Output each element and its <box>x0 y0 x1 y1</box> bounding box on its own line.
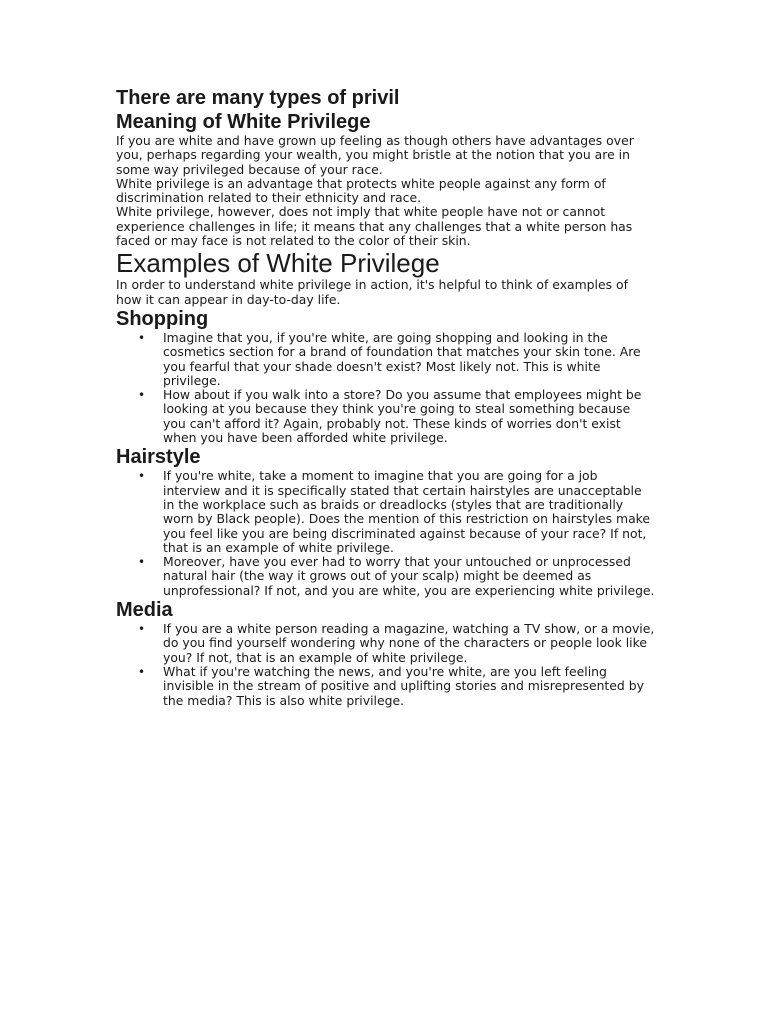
media-list <box>116 622 656 708</box>
list-item <box>116 555 656 598</box>
bullet-icon: • <box>138 330 146 345</box>
meaning-heading: Meaning of White Privilege <box>116 111 371 133</box>
section-heading-shopping: Shopping <box>116 307 209 330</box>
bullet-icon: • <box>138 622 146 637</box>
list-item <box>116 665 656 708</box>
list-item-text: What if you're watching the news, and you're white, are you left feeling invisible in the stream of positive and uplifting stories and misrepresented by the media? This is also white privilege. <box>163 663 644 708</box>
document-page <box>116 86 656 708</box>
shopping-list <box>116 331 656 445</box>
list-item <box>116 622 656 665</box>
list-item <box>116 388 656 445</box>
intro-heading: There are many types of privil <box>116 87 400 109</box>
list-item <box>116 331 656 388</box>
bullet-icon: • <box>138 469 146 484</box>
meaning-paragraph: White privilege is an advantage that protects white people against any form of discrimination related to their ethnicity and race. <box>116 175 606 206</box>
list-item-text: Imagine that you, if you're white, are going shopping and looking in the cosmetics section for a brand of foundation that matches your skin tone. Are you fearful that your shade doesn't exist? Most likely not. This is white privilege. <box>163 329 641 388</box>
examples-intro-paragraph: In order to understand white privilege in action, it's helpful to think of examples of how it can appear in day-to-day life. <box>116 277 628 307</box>
list-item-text: How about if you walk into a store? Do you assume that employees might be looking at you because they think you're going to steal something because you can't afford it? Again, probably not. These kinds of worries don't exist when you have been afforded white privilege. <box>163 387 642 446</box>
examples-heading: Examples of White Privilege <box>116 248 440 279</box>
list-item-text: If you're white, take a moment to imagine that you are going for a job interview and it is specifically stated that certain hairstyles are unacceptable in the workplace such as braids or dreadlocks (styles that are traditionally worn by Black people). Does the mention of this restriction on hairstyles make you feel like you are being discriminated against because of your race? If not, that is an example of white privilege. <box>163 468 651 555</box>
list-item-text: If you are a white person reading a magazine, watching a TV show, or a movie, do you find yourself wondering why none of the characters or people look like you? If not, that is an example of white privilege. <box>163 621 655 665</box>
bullet-icon: • <box>138 555 146 570</box>
bullet-icon: • <box>138 388 146 403</box>
list-item-text: Moreover, have you ever had to worry that your untouched or unprocessed natural hair (the way it grows out of your scalp) might be deemed as unprofessional? If not, and you are white, you are experiencing white privilege. <box>163 554 655 598</box>
list-item <box>116 469 656 555</box>
section-heading-hairstyle: Hairstyle <box>116 446 201 469</box>
section-heading-media: Media <box>116 599 173 622</box>
hairstyle-list <box>116 469 656 598</box>
bullet-icon: • <box>138 664 146 679</box>
meaning-paragraph: White privilege, however, does not imply that white people have not or cannot experience challenges in life; it means that any challenges that a white person has faced or may face is not related to the color of their skin. <box>116 204 633 249</box>
meaning-paragraph: If you are white and have grown up feeling as though others have advantages over you, perhaps regarding your wealth, you might bristle at the notion that you are in some way privileged because of your race. <box>116 133 634 177</box>
